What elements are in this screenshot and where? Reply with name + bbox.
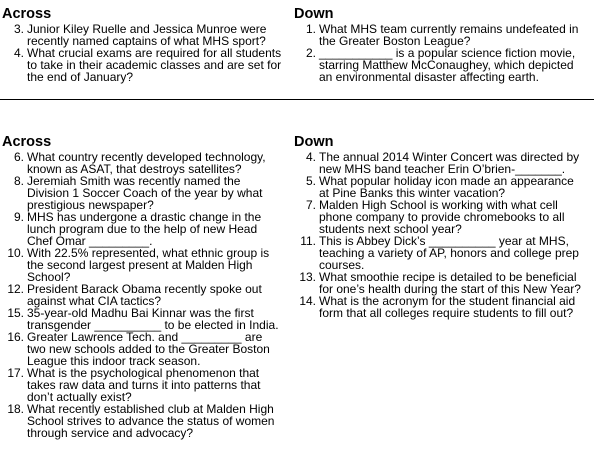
top-down-section [294, 6, 584, 83]
clue-text: What crucial exams are required for all students to take in their academic classes and are set for the end of January? [27, 46, 282, 84]
across-heading: Across [2, 6, 52, 22]
clue-text: Jeremiah Smith was recently named the Division 1 Soccer Coach of the year by what prestigious newspaper? [27, 174, 263, 212]
clue-number: 4. [13, 46, 24, 60]
clue-item [2, 403, 284, 439]
clue-number: 8. [13, 174, 24, 188]
clue-text: With 22.5% represented, what ethnic group is the second largest present at Malden High School? [27, 246, 270, 284]
clue-number: 17. [7, 366, 24, 380]
clue-number: 3. [13, 22, 24, 36]
clue-number: 12. [7, 282, 24, 296]
clue-item [2, 367, 284, 403]
clue-number: 5. [305, 174, 316, 188]
clue-text: 35-year-old Madhu Bai Kinnar was the first transgender __________ to be elected in India. [27, 306, 279, 332]
clue-list [2, 23, 284, 83]
clue-item [294, 23, 584, 47]
clue-number: 14. [299, 294, 316, 308]
clue-number: 13. [299, 270, 316, 284]
bottom-across-section [2, 134, 284, 439]
clue-text: What is the psychological phenomenon that takes raw data and turns it into patterns that don’t actually exist? [27, 366, 261, 404]
clue-text: What popular holiday icon made an appearance at Pine Banks this winter vacation? [319, 174, 574, 200]
clue-text: This is Abbey Dick’s __________ year at MHS, teaching a variety of AP, honors and college prep courses. [319, 234, 579, 272]
clue-text: What smoothie recipe is detailed to be beneficial for one’s health during the start of this New Year? [319, 270, 581, 296]
clue-number: 11. [300, 234, 316, 248]
clue-text: Greater Lawrence Tech. and _________ are two new schools added to the Greater Boston League this indoor track season. [27, 330, 270, 368]
section-divider [0, 99, 594, 100]
clue-item [2, 23, 284, 47]
clue-text: MHS has undergone a drastic change in the lunch program due to the help of new Head Chef Omar _________. [27, 210, 262, 248]
clue-text: What country recently developed technology, known as ASAT, that destroys satellites? [27, 150, 266, 176]
clue-item [2, 247, 284, 283]
clue-item [294, 47, 584, 83]
clue-number: 2. [305, 46, 316, 60]
clue-number: 10. [7, 246, 24, 260]
clue-item [2, 283, 284, 307]
clue-text: ___________ is a popular science fiction movie, starring Matthew McConaughey, which depicted an environmental disaster affecting earth. [319, 46, 576, 84]
clue-item [294, 295, 584, 319]
clue-number: 7. [305, 198, 316, 212]
clue-text: Junior Kiley Ruelle and Jessica Munroe were recently named captains of what MHS sport? [27, 22, 267, 48]
clue-number: 15. [7, 306, 24, 320]
clue-number: 18. [7, 402, 24, 416]
down-heading: Down [294, 6, 334, 22]
clue-list [294, 151, 584, 319]
down-heading: Down [294, 134, 334, 150]
clue-item [2, 307, 284, 331]
clue-item [2, 331, 284, 367]
clue-item [294, 235, 584, 271]
clue-text: Malden High School is working with what cell phone company to provide chromebooks to all students next school year? [319, 198, 565, 236]
top-across-section [2, 6, 284, 83]
clue-number: 16. [7, 330, 24, 344]
clue-item [294, 199, 584, 235]
clue-text: What is the acronym for the student financial aid form that all colleges require students to fill out? [319, 294, 576, 320]
clue-list [294, 23, 584, 83]
clue-number: 9. [13, 210, 24, 224]
clue-list [2, 151, 284, 439]
clue-item [2, 211, 284, 247]
clue-number: 1. [305, 22, 316, 36]
clue-text: What MHS team currently remains undefeated in the Greater Boston League? [319, 22, 579, 48]
clue-item [2, 151, 284, 175]
clue-item [294, 175, 584, 199]
clue-item [294, 151, 584, 175]
clue-text: The annual 2014 Winter Concert was directed by new MHS band teacher Erin O’brien-_______. [319, 150, 580, 176]
clue-number: 4. [305, 150, 316, 164]
across-heading: Across [2, 134, 52, 150]
bottom-down-section [294, 134, 584, 319]
clue-item [2, 175, 284, 211]
clue-item [2, 47, 284, 83]
clue-number: 6. [13, 150, 24, 164]
clue-item [294, 271, 584, 295]
clue-text: President Barack Obama recently spoke out against what CIA tactics? [27, 282, 262, 308]
clue-text: What recently established club at Malden High School strives to advance the status of women through service and advocacy? [27, 402, 275, 440]
